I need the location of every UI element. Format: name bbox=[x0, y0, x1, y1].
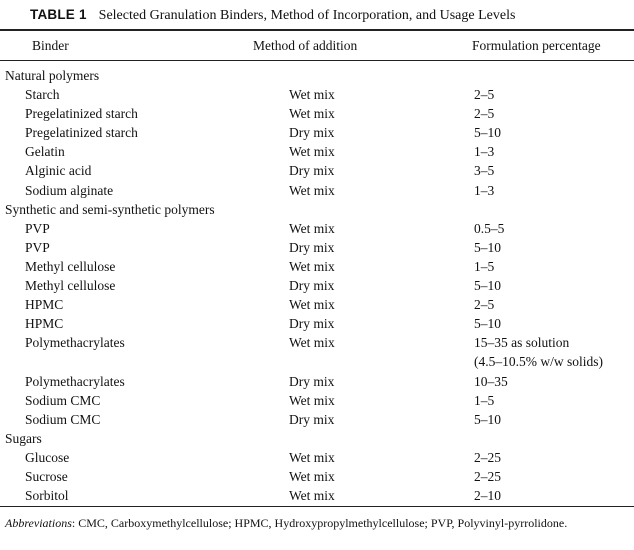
method-cell: Dry mix bbox=[289, 316, 335, 332]
binder-cell: Sucrose bbox=[25, 468, 68, 484]
binder-cell: Methyl cellulose bbox=[25, 278, 116, 294]
percentage-line: 5–10 bbox=[474, 316, 501, 332]
binder-cell: HPMC bbox=[25, 297, 64, 313]
binder-cell: Gelatin bbox=[25, 144, 65, 160]
top-rule bbox=[0, 29, 634, 31]
table-row bbox=[0, 486, 634, 505]
method-cell: Dry mix bbox=[289, 239, 335, 255]
method-cell: Dry mix bbox=[289, 411, 335, 427]
percentage-cell bbox=[474, 104, 494, 123]
group-name: Synthetic and semi-synthetic polymers bbox=[5, 201, 215, 217]
percentage-cell bbox=[474, 257, 494, 276]
method-cell: Dry mix bbox=[289, 125, 335, 141]
table-row bbox=[0, 238, 634, 257]
binder-cell: Sorbitol bbox=[25, 488, 69, 504]
table-row bbox=[0, 257, 634, 276]
method-cell: Wet mix bbox=[289, 468, 335, 484]
percentage-line: 2–10 bbox=[474, 488, 501, 504]
binder-cell: Alginic acid bbox=[25, 163, 92, 179]
percentage-line: 1–5 bbox=[474, 258, 495, 274]
percentage-cell bbox=[474, 123, 501, 142]
percentage-cell bbox=[474, 219, 504, 238]
table-row bbox=[0, 372, 634, 391]
percentage-line: 1–3 bbox=[474, 182, 495, 198]
binder-cell: Glucose bbox=[25, 449, 70, 465]
percentage-line: 3–5 bbox=[474, 163, 495, 179]
method-cell: Wet mix bbox=[289, 220, 335, 236]
binder-cell: PVP bbox=[25, 239, 50, 255]
percentage-cell bbox=[474, 85, 494, 104]
method-cell: Wet mix bbox=[289, 488, 335, 504]
percentage-cell bbox=[474, 142, 494, 161]
percentage-cell bbox=[474, 448, 501, 467]
table-row bbox=[0, 142, 634, 161]
percentage-cell bbox=[474, 276, 501, 295]
table-row bbox=[0, 181, 634, 200]
method-cell: Wet mix bbox=[289, 182, 335, 198]
method-cell: Wet mix bbox=[289, 87, 335, 103]
footnote-label: Abbreviations bbox=[5, 516, 72, 530]
percentage-line: 0.5–5 bbox=[474, 220, 505, 236]
column-header-binder: Binder bbox=[32, 38, 69, 53]
table-row bbox=[0, 295, 634, 314]
binder-cell: Methyl cellulose bbox=[25, 258, 116, 274]
binder-cell: Polymethacrylates bbox=[25, 373, 125, 389]
percentage-cell bbox=[474, 372, 508, 391]
percentage-line: 1–3 bbox=[474, 144, 495, 160]
table-row bbox=[0, 410, 634, 429]
header-rule bbox=[0, 60, 634, 61]
table-title: Selected Granulation Binders, Method of Incorporation, and Usage Levels bbox=[98, 8, 516, 23]
group-name: Natural polymers bbox=[5, 68, 100, 83]
footnote bbox=[5, 515, 625, 532]
percentage-cell bbox=[474, 391, 494, 410]
percentage-cell bbox=[474, 333, 603, 371]
percentage-line: 1–5 bbox=[474, 392, 495, 408]
binder-cell: Pregelatinized starch bbox=[25, 125, 138, 141]
percentage-line: 2–25 bbox=[474, 468, 501, 484]
method-cell: Wet mix bbox=[289, 449, 335, 465]
column-header-method: Method of addition bbox=[253, 38, 358, 53]
percentage-line: (4.5–10.5% w/w solids) bbox=[474, 354, 603, 370]
table-number: TABLE 1 bbox=[30, 7, 87, 22]
method-cell: Wet mix bbox=[289, 106, 335, 122]
footnote-text: : CMC, Carboxymethylcellulose; HPMC, Hydroxypropylmethylcellulose; PVP, Polyvinyl-pyrrolidone. bbox=[71, 516, 568, 530]
method-cell: Wet mix bbox=[289, 335, 335, 351]
percentage-line: 5–10 bbox=[474, 411, 501, 427]
method-cell: Wet mix bbox=[289, 392, 335, 408]
table-row bbox=[0, 314, 634, 333]
table-row bbox=[0, 219, 634, 238]
binder-cell: Pregelatinized starch bbox=[25, 106, 138, 122]
table-row bbox=[0, 123, 634, 142]
bottom-rule bbox=[0, 506, 634, 507]
percentage-cell bbox=[474, 314, 501, 333]
method-cell: Wet mix bbox=[289, 144, 335, 160]
percentage-line: 2–25 bbox=[474, 449, 501, 465]
method-cell: Wet mix bbox=[289, 258, 335, 274]
percentage-cell bbox=[474, 295, 494, 314]
table-row bbox=[0, 391, 634, 410]
method-cell: Dry mix bbox=[289, 163, 335, 179]
percentage-line: 15–35 as solution bbox=[474, 335, 570, 351]
binder-cell: HPMC bbox=[25, 316, 64, 332]
table-row bbox=[0, 448, 634, 467]
binder-cell: PVP bbox=[25, 220, 50, 236]
percentage-line: 2–5 bbox=[474, 297, 495, 313]
table-row bbox=[0, 467, 634, 486]
percentage-cell bbox=[474, 238, 501, 257]
table-row bbox=[0, 276, 634, 295]
method-cell: Dry mix bbox=[289, 373, 335, 389]
percentage-line: 10–35 bbox=[474, 373, 508, 389]
percentage-line: 2–5 bbox=[474, 106, 495, 122]
binder-cell: Sodium CMC bbox=[25, 392, 101, 408]
group-name: Sugars bbox=[5, 430, 42, 446]
binder-cell: Polymethacrylates bbox=[25, 335, 125, 351]
group-row bbox=[0, 200, 634, 219]
column-header-percentage: Formulation percentage bbox=[472, 38, 601, 53]
percentage-cell bbox=[474, 486, 501, 505]
table-row bbox=[0, 85, 634, 104]
table-body bbox=[0, 66, 634, 505]
percentage-cell bbox=[474, 161, 494, 180]
method-cell: Dry mix bbox=[289, 278, 335, 294]
table-caption bbox=[30, 6, 630, 24]
percentage-line: 2–5 bbox=[474, 87, 495, 103]
percentage-cell bbox=[474, 410, 501, 429]
method-cell: Wet mix bbox=[289, 297, 335, 313]
percentage-line: 5–10 bbox=[474, 125, 501, 141]
percentage-cell bbox=[474, 181, 494, 200]
table-row bbox=[0, 104, 634, 123]
group-row bbox=[0, 66, 634, 85]
percentage-line: 5–10 bbox=[474, 239, 501, 255]
percentage-cell bbox=[474, 467, 501, 486]
binder-cell: Sodium alginate bbox=[25, 182, 114, 198]
binder-cell: Sodium CMC bbox=[25, 411, 101, 427]
group-row bbox=[0, 429, 634, 448]
table-row bbox=[0, 161, 634, 180]
table-row bbox=[0, 333, 634, 371]
percentage-line: 5–10 bbox=[474, 278, 501, 294]
binder-cell: Starch bbox=[25, 87, 60, 103]
